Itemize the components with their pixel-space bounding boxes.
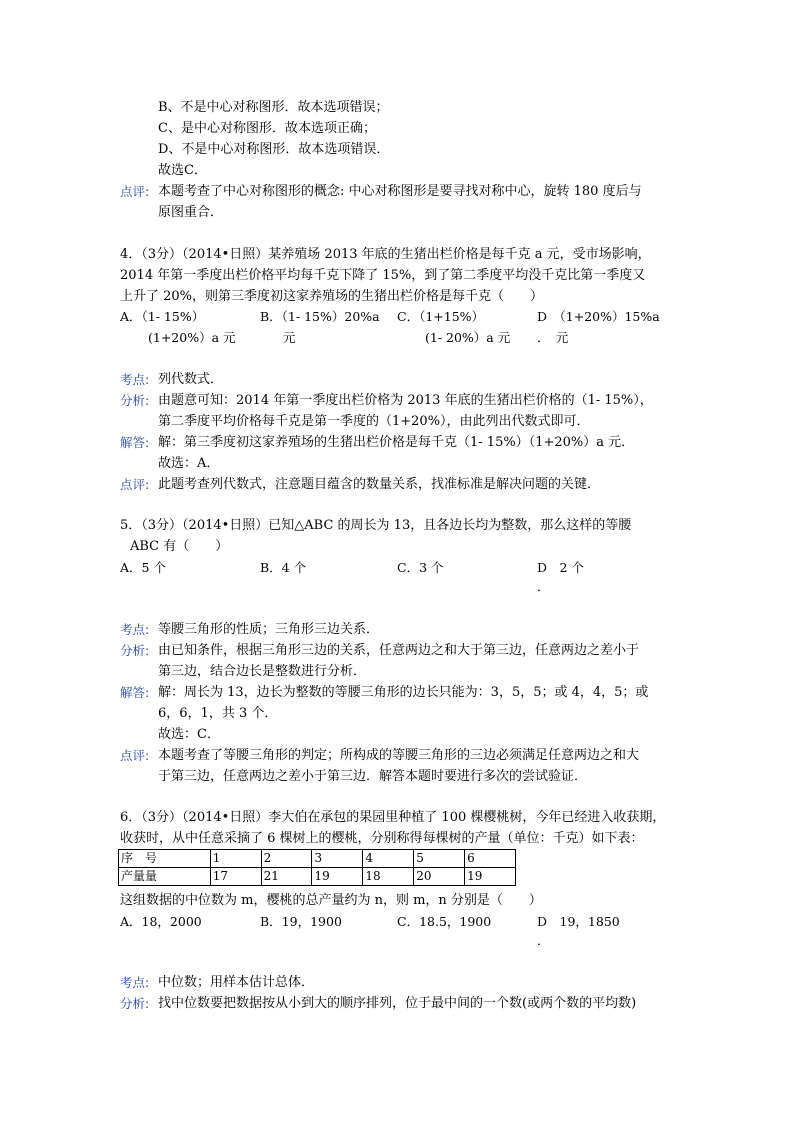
- q4-kaodian: 列代数式．: [158, 372, 224, 387]
- q3-review-line-1: 本题考查了中心对称图形的概念: 中心对称图形是要寻找对称中心，旋转 180 度后与: [158, 184, 642, 199]
- q4-option-c-cont: (1- 20%）a 元: [425, 330, 511, 345]
- q5-fenxi-tag: 分析:: [120, 643, 150, 658]
- q5-kaodian: 等腰三角形的性质；三角形三边关系．: [158, 622, 380, 637]
- q5-jieda-line-3: 故选：C．: [158, 727, 220, 742]
- q4-option-a: A．（1- 15%）: [120, 309, 205, 324]
- q6-option-c: C．18.5，1900: [397, 914, 492, 929]
- q6-option-d: D 19，1850: [537, 914, 620, 929]
- table-cell: 20: [414, 868, 465, 886]
- table-cell: 1: [210, 850, 261, 868]
- q3-option-b-analysis: B、不是中心对称图形．故本选项错误；: [158, 100, 389, 115]
- q3-review-tag: 点评:: [120, 184, 150, 199]
- q5-dianping-line-2: 于第三边，任意两边之差小于第三边．解答本题时要进行多次的尝试验证．: [158, 769, 588, 784]
- q6-fenxi-tag: 分析:: [120, 996, 150, 1011]
- q5-jieda-line-2: 6，6，1，共 3 个．: [158, 706, 278, 721]
- table-cell: 19: [312, 868, 363, 886]
- q6-stem-line-1: 6．（3分）（2014•日照）李大伯在承包的果园里种植了 100 棵樱桃树，今年已经进入收获期，: [120, 810, 666, 825]
- q4-dianping-tag: 点评:: [120, 477, 150, 492]
- q6-option-b: B．19，1900: [260, 914, 342, 929]
- table-cell: 17: [210, 868, 261, 886]
- q4-jieda-line-1: 解：第三季度初这家养殖场的生猪出栏价格是每千克（1- 15%）（1+20%）a 元．: [158, 435, 635, 450]
- table-row: [119, 850, 516, 868]
- q6-stem-line-2: 收获时，从中任意采摘了 6 棵树上的樱桃，分别称得每棵树的产量（单位：千克）如下表：: [120, 831, 644, 846]
- q4-stem-line-3: 上升了 20%，则第三季度初这家养殖场的生猪出栏价格是每千克（ ）: [120, 289, 544, 304]
- q4-dianping: 此题考查列代数式，注意题目蕴含的数量关系，找准标准是解决问题的关键．: [158, 477, 601, 492]
- table-cell: 6: [465, 850, 516, 868]
- q6-fenxi-line-1: 找中位数要把数据按从小到大的顺序排列，位于最中间的一个数(或两个数的平均数): [158, 996, 637, 1011]
- q4-fenxi-tag: 分析:: [120, 393, 150, 408]
- q4-stem-line-2: 2014 年第一季度出栏价格平均每千克下降了 15%，到了第二季度平均没千克比第一季度又: [120, 268, 646, 283]
- q5-jieda-line-1: 解：周长为 13，边长为整数的等腰三角形的边长只能为：3，5，5；或 4，4，5；或: [158, 685, 649, 700]
- q3-review-line-2: 原图重合．: [158, 205, 224, 220]
- q6-option-d-cont: ．: [537, 933, 550, 948]
- q4-stem-line-1: 4．（3分）（2014•日照）某养殖场 2013 年底的生猪出栏价格是每千克 a 元，受市场影响，: [120, 247, 651, 262]
- q6-stem-line-3: 这组数据的中位数为 m，樱桃的总产量约为 n，则 m，n 分别是（ ）: [120, 893, 542, 908]
- q5-dianping-line-1: 本题考查了等腰三角形的判定；所构成的等腰三角形的三边必须满足任意两边之和大: [158, 748, 640, 763]
- table-cell: 21: [261, 868, 312, 886]
- q5-dianping-tag: 点评:: [120, 748, 150, 763]
- q3-answer: 故选C．: [158, 163, 207, 178]
- q4-fenxi-line-2: 第二季度平均价格每千克是第一季度的（1+20%），由此列出代数式即可．: [158, 414, 590, 429]
- q4-kaodian-tag: 考点:: [120, 372, 150, 387]
- q5-option-d: D 2 个: [537, 560, 584, 575]
- q4-option-b-cont: 元: [283, 330, 296, 345]
- q3-option-c-analysis: C、是中心对称图形．故本选项正确；: [158, 121, 376, 136]
- table-cell: 4: [363, 850, 414, 868]
- q4-option-c: C．（1+15%）: [397, 309, 485, 324]
- table-cell: 18: [363, 868, 414, 886]
- table-cell: 19: [465, 868, 516, 886]
- q5-stem-line-2: ABC 有（ ）: [130, 539, 229, 554]
- q6-kaodian-tag: 考点:: [120, 975, 150, 990]
- q4-option-b: B．（1- 15%）20%a: [260, 309, 380, 324]
- q5-fenxi-line-2: 第三边，结合边长是整数进行分析．: [158, 664, 367, 679]
- q5-fenxi-line-1: 由已知条件，根据三角形三边的关系，任意两边之和大于第三边，任意两边之差小于: [158, 643, 640, 658]
- table-cell: 2: [261, 850, 312, 868]
- q4-jieda-line-2: 故选：A．: [158, 456, 220, 471]
- table-cell: 3: [312, 850, 363, 868]
- q5-jieda-tag: 解答:: [120, 685, 150, 700]
- table-row: [119, 868, 516, 886]
- q4-fenxi-line-1: 由题意可知：2014 年第一季度出栏价格为 2013 年底的生猪出栏价格的（1- 15%），: [158, 393, 653, 408]
- q5-kaodian-tag: 考点:: [120, 622, 150, 637]
- q4-jieda-tag: 解答:: [120, 435, 150, 450]
- q5-option-a: A．5 个: [120, 560, 166, 575]
- table-cell: 序 号: [119, 850, 211, 868]
- q5-option-b: B．4 个: [260, 560, 307, 575]
- table-cell: 5: [414, 850, 465, 868]
- q4-option-d: D （1+20%）15%a: [537, 309, 660, 324]
- q6-kaodian: 中位数；用样本估计总体．: [158, 975, 315, 990]
- q3-option-d-analysis: D、不是中心对称图形．故本选项错误．: [158, 142, 390, 157]
- yield-table: [118, 849, 516, 886]
- q4-option-a-cont: (1+20%）a 元: [148, 330, 236, 345]
- table-cell: 产量量: [119, 868, 211, 886]
- q5-option-c: C．3 个: [397, 560, 444, 575]
- q6-option-a: A．18，2000: [120, 914, 202, 929]
- q5-stem-line-1: 5．（3分）（2014•日照）已知△ABC 的周长为 13，且各边长均为整数，那么这样的等腰: [120, 518, 632, 533]
- q4-option-d-cont: ． 元: [537, 330, 569, 345]
- q5-option-d-cont: ．: [537, 579, 550, 594]
